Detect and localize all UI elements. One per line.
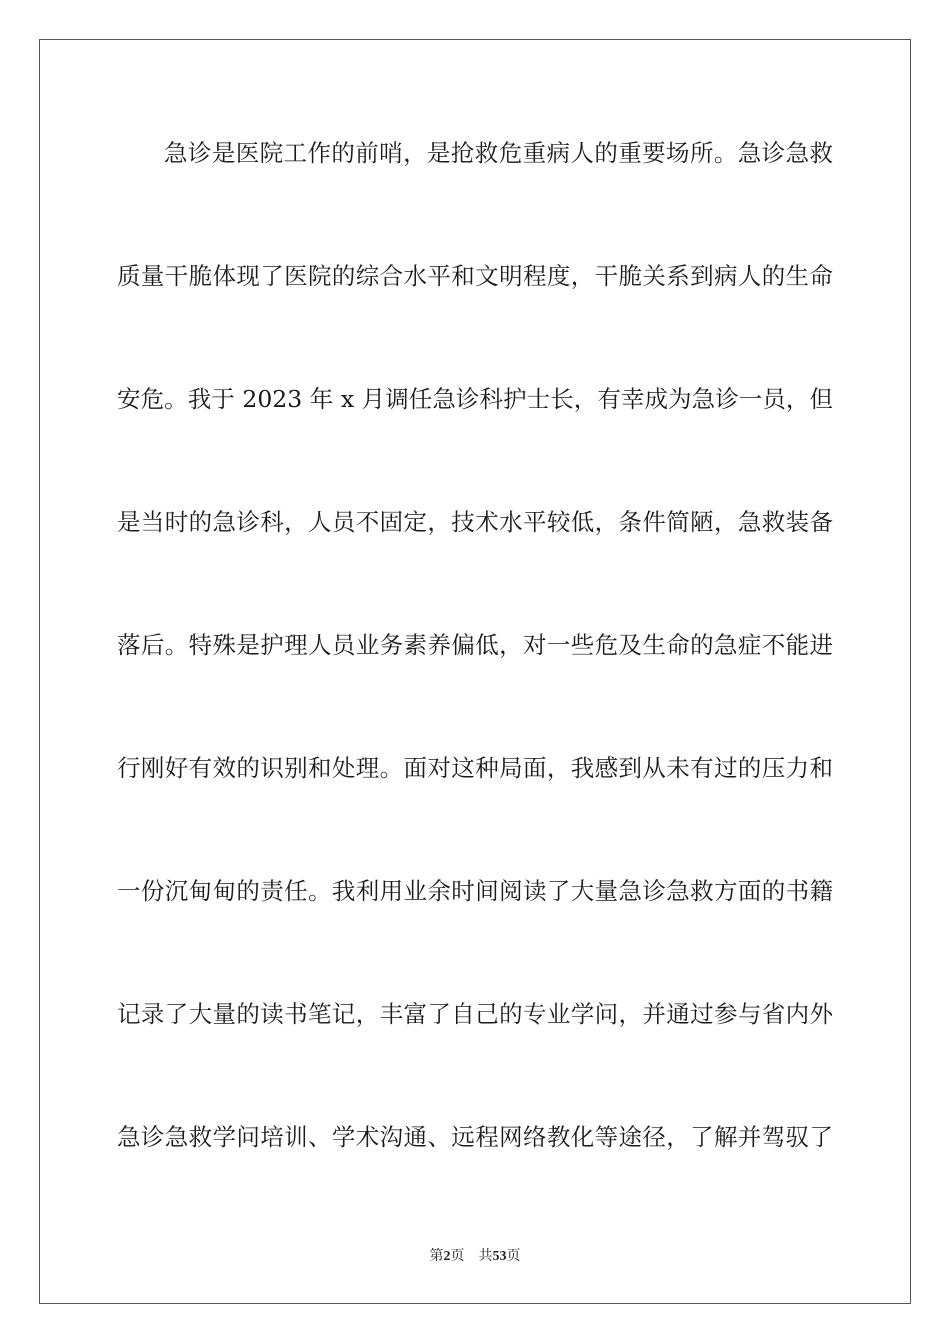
footer-total-suffix: 页 <box>506 1248 521 1264</box>
body-text-line-7: 一份沉甸甸的责任。我利用业余时间阅读了大量急诊急救方面的书籍 <box>117 877 833 905</box>
body-text-line-4: 是当时的急诊科，人员不固定，技术水平较低，条件简陋，急救装备 <box>117 508 833 536</box>
page-border <box>39 39 911 1304</box>
body-text-line-8: 记录了大量的读书笔记，丰富了自己的专业学问，并通过参与省内外 <box>117 1000 833 1028</box>
footer-page-number: 2 <box>443 1249 451 1264</box>
footer-page-suffix: 页 <box>450 1248 465 1264</box>
body-text-line-5: 落后。特殊是护理人员业务素养偏低，对一些危及生命的急症不能进 <box>117 631 833 659</box>
page-footer <box>0 1247 950 1266</box>
footer-total-pages: 53 <box>492 1249 507 1264</box>
body-text-line-3: 安危。我于 2023 年 x 月调任急诊科护士长，有幸成为急诊一员，但 <box>117 385 833 413</box>
body-text-line-2: 质量干脆体现了医院的综合水平和文明程度，干脆关系到病人的生命 <box>117 262 833 290</box>
body-text-line-9: 急诊急救学问培训、学术沟通、远程网络教化等途径，了解并驾驭了 <box>117 1123 833 1151</box>
footer-page-prefix: 第 <box>429 1248 444 1264</box>
body-text-line-1: 急诊是医院工作的前哨，是抢救危重病人的重要场所。急诊急救 <box>164 139 833 167</box>
body-text-line-6: 行刚好有效的识别和处理。面对这种局面，我感到从未有过的压力和 <box>117 754 833 782</box>
footer-total-prefix: 共 <box>478 1248 493 1264</box>
